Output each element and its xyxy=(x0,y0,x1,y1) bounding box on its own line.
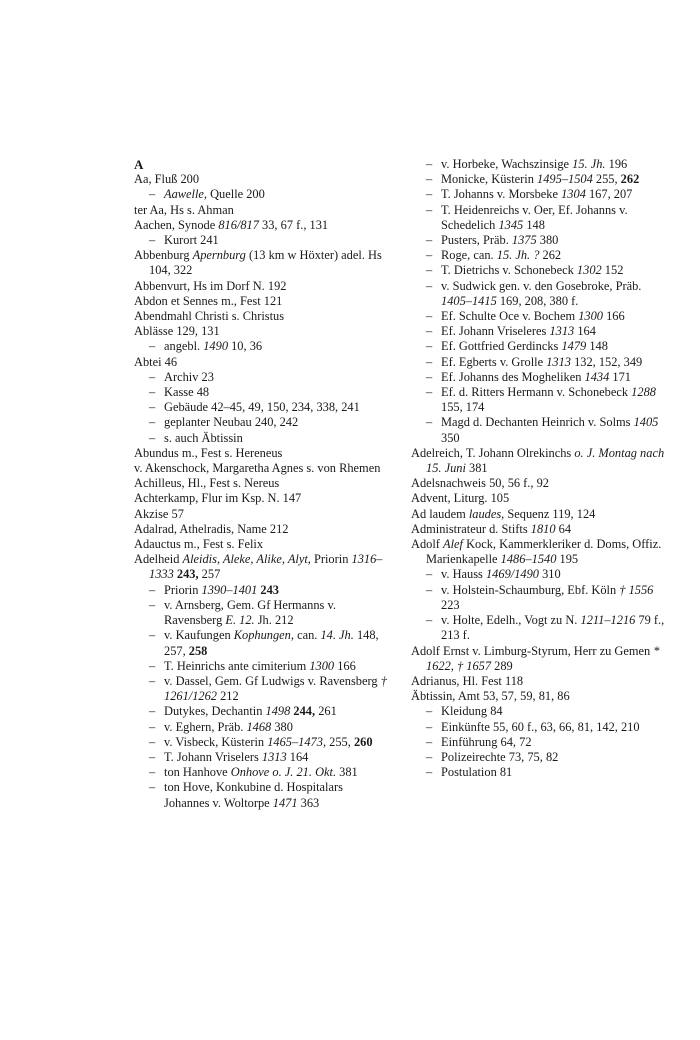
index-subentry xyxy=(134,370,390,385)
index-entry xyxy=(411,522,669,537)
index-entry xyxy=(134,279,390,294)
index-subentry xyxy=(134,598,390,628)
index-entry xyxy=(134,203,390,218)
index-entry xyxy=(411,644,669,674)
entry-text: Adrianus, Hl. Fest 118 xyxy=(411,673,524,688)
subentry-dash: – xyxy=(426,567,433,582)
index-entry xyxy=(134,294,390,309)
entry-text: v. Akenschock, Margaretha Agnes s. von Rhemen xyxy=(134,461,381,476)
entry-text: Kasse 48 xyxy=(164,385,210,400)
index-subentry xyxy=(134,735,390,750)
entry-text: T. Heinrichs ante cimiterium 1300 166 xyxy=(164,658,356,673)
entry-text: Äbtissin, Amt 53, 57, 59, 81, 86 xyxy=(411,689,570,704)
subentry-dash: – xyxy=(426,278,433,293)
index-subentry xyxy=(134,385,390,400)
index-subentry xyxy=(411,385,669,415)
entry-text: Priorin 1390–1401 243 xyxy=(164,582,279,597)
subentry-dash: – xyxy=(149,658,156,673)
index-entry xyxy=(134,461,390,476)
entry-text: Gebäude 42–45, 49, 150, 234, 338, 241 xyxy=(164,400,360,415)
entry-text: v. Holte, Edelh., Vogt zu N. 1211–1216 79 f., 213 f. xyxy=(441,613,665,643)
index-subentry xyxy=(411,203,669,233)
index-subentry xyxy=(134,704,390,719)
subentry-dash: – xyxy=(426,582,433,597)
section-letter xyxy=(134,157,390,172)
entry-text: Ad laudem laudes, Sequenz 119, 124 xyxy=(411,506,596,521)
entry-text: T. Johanns v. Morsbeke 1304 167, 207 xyxy=(441,187,633,202)
entry-text: v. Dassel, Gem. Gf Ludwigs v. Ravensberg † 1261/1262 212 xyxy=(164,673,387,704)
entry-text: Achilleus, Hl., Fest s. Nereus xyxy=(134,476,280,491)
subentry-dash: – xyxy=(426,765,433,780)
entry-text: Einführung 64, 72 xyxy=(441,734,532,749)
index-subentry xyxy=(411,157,669,172)
entry-text: Adelsnachweis 50, 56 f., 92 xyxy=(411,476,549,491)
entry-text: geplanter Neubau 240, 242 xyxy=(164,415,299,430)
entry-text: v. Sudwick gen. v. den Gosebroke, Präb. 1405–1415 169, 208, 380 f. xyxy=(441,278,642,308)
entry-text: Ef. Schulte Oce v. Bochem 1300 166 xyxy=(441,309,625,324)
entry-text: ton Hove, Konkubine d. Hospitalars Johannes v. Woltorpe 1471 363 xyxy=(164,780,343,810)
subentry-dash: – xyxy=(149,749,156,764)
index-subentry xyxy=(411,233,669,248)
index-entry xyxy=(411,446,669,476)
index-subentry xyxy=(411,704,669,719)
entry-text: T. Johann Vriselers 1313 164 xyxy=(164,749,309,764)
entry-text: Adelreich, T. Johann Olrekinchs o. J. Montag nach 15. Juni 381 xyxy=(411,445,665,476)
index-subentry xyxy=(411,339,669,354)
subentry-dash: – xyxy=(149,430,156,445)
entry-text: Dutykes, Dechantin 1498 244, 261 xyxy=(164,704,337,719)
subentry-dash: – xyxy=(426,233,433,248)
entry-text: Abundus m., Fest s. Hereneus xyxy=(134,445,283,460)
index-subentry xyxy=(411,765,669,780)
entry-text: Advent, Liturg. 105 xyxy=(411,491,510,506)
subentry-dash: – xyxy=(426,415,433,430)
subentry-dash: – xyxy=(426,309,433,324)
subentry-dash: – xyxy=(426,734,433,749)
index-column-right xyxy=(411,157,669,780)
index-entry xyxy=(134,324,390,339)
index-subentry xyxy=(134,339,390,354)
index-subentry xyxy=(134,583,390,598)
entry-text: Kleidung 84 xyxy=(441,704,503,719)
entry-text: Abbenburg Apernburg (13 km w Höxter) adel. Hs 104, 322 xyxy=(134,248,382,278)
index-subentry xyxy=(134,674,390,704)
subentry-dash: – xyxy=(426,704,433,719)
index-entry xyxy=(134,218,390,233)
subentry-dash: – xyxy=(426,202,433,217)
index-subentry xyxy=(134,400,390,415)
entry-text: ton Hanhove Onhove o. J. 21. Okt. 381 xyxy=(164,765,358,780)
index-subentry xyxy=(134,233,390,248)
entry-text: Adauctus m., Fest s. Felix xyxy=(134,537,264,552)
entry-text: Adalrad, Athelradis, Name 212 xyxy=(134,521,289,536)
index-subentry xyxy=(134,750,390,765)
index-entry xyxy=(134,172,390,187)
index-entry xyxy=(134,309,390,324)
index-subentry xyxy=(411,248,669,263)
subentry-dash: – xyxy=(149,400,156,415)
entry-text: Abdon et Sennes m., Fest 121 xyxy=(134,293,283,308)
entry-text: Ef. d. Ritters Hermann v. Schonebeck 1288 155, 174 xyxy=(441,385,656,415)
entry-text: Archiv 23 xyxy=(164,369,214,384)
entry-text: Postulation 81 xyxy=(441,765,513,780)
entry-text: v. Eghern, Präb. 1468 380 xyxy=(164,719,293,734)
index-subentry xyxy=(411,370,669,385)
index-entry xyxy=(134,446,390,461)
index-subentry xyxy=(411,567,669,582)
entry-text: s. auch Äbtissin xyxy=(164,430,243,445)
index-subentry xyxy=(411,735,669,750)
index-subentry xyxy=(411,279,669,309)
entry-text: Ef. Johanns des Mogheliken 1434 171 xyxy=(441,369,631,384)
entry-text: ter Aa, Hs s. Ahman xyxy=(134,202,234,217)
index-entry xyxy=(411,689,669,704)
subentry-dash: – xyxy=(426,749,433,764)
index-entry xyxy=(411,537,669,567)
index-subentry xyxy=(411,309,669,324)
index-subentry xyxy=(411,750,669,765)
subentry-dash: – xyxy=(149,415,156,430)
entry-text: v. Hauss 1469/1490 310 xyxy=(441,567,561,582)
index-entry xyxy=(134,476,390,491)
entry-text: Roge, can. 15. Jh. ? 262 xyxy=(441,248,562,263)
entry-text: Adolf Ernst v. Limburg-Styrum, Herr zu Gemen * 1622, † 1657 289 xyxy=(411,643,660,673)
index-entry xyxy=(134,491,390,506)
index-subentry xyxy=(134,765,390,780)
subentry-dash: – xyxy=(149,385,156,400)
index-column-left xyxy=(134,157,390,811)
index-subentry xyxy=(134,431,390,446)
entry-text: Monicke, Küsterin 1495–1504 255, 262 xyxy=(441,172,640,187)
entry-text: Pusters, Präb. 1375 380 xyxy=(441,233,559,248)
index-entry xyxy=(134,355,390,370)
entry-text: Aawelle, Quelle 200 xyxy=(164,187,265,202)
index-entry xyxy=(411,476,669,491)
subentry-dash: – xyxy=(149,780,156,795)
index-subentry xyxy=(134,415,390,430)
entry-text: T. Heidenreichs v. Oer, Ef. Johanns v. Schedelich 1345 148 xyxy=(441,202,628,232)
subentry-dash: – xyxy=(149,719,156,734)
entry-text: v. Arnsberg, Gem. Gf Hermanns v. Ravensberg E. 12. Jh. 212 xyxy=(164,597,336,628)
entry-text: Abbenvurt, Hs im Dorf N. 192 xyxy=(134,278,287,293)
entry-text: Achterkamp, Flur im Ksp. N. 147 xyxy=(134,491,302,506)
subentry-dash: – xyxy=(426,719,433,734)
index-entry xyxy=(411,491,669,506)
index-subentry xyxy=(411,172,669,187)
entry-text: Polizeirechte 73, 75, 82 xyxy=(441,749,559,764)
entry-text: Kurort 241 xyxy=(164,233,219,248)
entry-text: Ef. Egberts v. Grolle 1313 132, 152, 349 xyxy=(441,354,643,369)
entry-text: Administrateur d. Stifts 1810 64 xyxy=(411,521,572,536)
entry-text: Einkünfte 55, 60 f., 63, 66, 81, 142, 210 xyxy=(441,719,640,734)
subentry-dash: – xyxy=(426,324,433,339)
subentry-dash: – xyxy=(149,673,156,688)
subentry-dash: – xyxy=(426,172,433,187)
subentry-dash: – xyxy=(149,339,156,354)
index-entry xyxy=(134,537,390,552)
subentry-dash: – xyxy=(149,734,156,749)
subentry-dash: – xyxy=(149,187,156,202)
entry-text: v. Kaufungen Kophungen, can. 14. Jh. 148, 257, 258 xyxy=(164,628,379,658)
index-subentry xyxy=(134,628,390,658)
entry-text: Aa, Fluß 200 xyxy=(134,172,200,187)
index-entry xyxy=(134,552,390,582)
subentry-dash: – xyxy=(426,339,433,354)
entry-text: angebl. 1490 10, 36 xyxy=(164,339,263,354)
entry-text: Akzise 57 xyxy=(134,506,184,521)
subentry-dash: – xyxy=(149,704,156,719)
entry-text: A xyxy=(134,157,144,172)
entry-text: T. Dietrichs v. Schonebeck 1302 152 xyxy=(441,263,624,278)
subentry-dash: – xyxy=(426,613,433,628)
index-entry xyxy=(134,507,390,522)
subentry-dash: – xyxy=(149,765,156,780)
entry-text: v. Visbeck, Küsterin 1465–1473, 255, 260 xyxy=(164,734,373,749)
index-subentry xyxy=(134,659,390,674)
index-subentry xyxy=(134,187,390,202)
subentry-dash: – xyxy=(149,597,156,612)
entry-text: Adolf Alef Kock, Kammerkleriker d. Doms, Offiz. Marienkapelle 1486–1540 195 xyxy=(411,537,662,567)
subentry-dash: – xyxy=(426,248,433,263)
index-subentry xyxy=(134,720,390,735)
subentry-dash: – xyxy=(149,582,156,597)
entry-text: Aachen, Synode 816/817 33, 67 f., 131 xyxy=(134,217,329,232)
index-subentry xyxy=(411,263,669,278)
entry-text: v. Horbeke, Wachszinsige 15. Jh. 196 xyxy=(441,157,628,171)
entry-text: Abendmahl Christi s. Christus xyxy=(134,309,285,324)
index-entry xyxy=(134,522,390,537)
index-subentry xyxy=(411,324,669,339)
index-subentry xyxy=(411,613,669,643)
entry-text: Magd d. Dechanten Heinrich v. Solms 1405 350 xyxy=(441,415,659,445)
subentry-dash: – xyxy=(426,354,433,369)
subentry-dash: – xyxy=(149,628,156,643)
index-subentry xyxy=(411,720,669,735)
entry-text: v. Holstein-Schaumburg, Ebf. Köln † 1556 223 xyxy=(441,582,654,612)
index-subentry xyxy=(411,187,669,202)
index-subentry xyxy=(411,355,669,370)
index-entry xyxy=(134,248,390,278)
subentry-dash: – xyxy=(426,263,433,278)
subentry-dash: – xyxy=(426,157,433,171)
index-subentry xyxy=(134,780,390,810)
entry-text: Ef. Gottfried Gerdincks 1479 148 xyxy=(441,339,608,354)
subentry-dash: – xyxy=(149,369,156,384)
entry-text: Ablässe 129, 131 xyxy=(134,324,220,339)
index-subentry xyxy=(411,415,669,445)
entry-text: Adelheid Aleidis, Aleke, Alike, Alyt, Priorin 1316–1333 243, 257 xyxy=(134,552,383,582)
subentry-dash: – xyxy=(426,369,433,384)
entry-text: Ef. Johann Vriseleres 1313 164 xyxy=(441,324,596,339)
subentry-dash: – xyxy=(149,233,156,248)
entry-text: Abtei 46 xyxy=(134,354,178,369)
index-entry xyxy=(411,507,669,522)
index-subentry xyxy=(411,583,669,613)
subentry-dash: – xyxy=(426,187,433,202)
subentry-dash: – xyxy=(426,385,433,400)
index-entry xyxy=(411,674,669,689)
